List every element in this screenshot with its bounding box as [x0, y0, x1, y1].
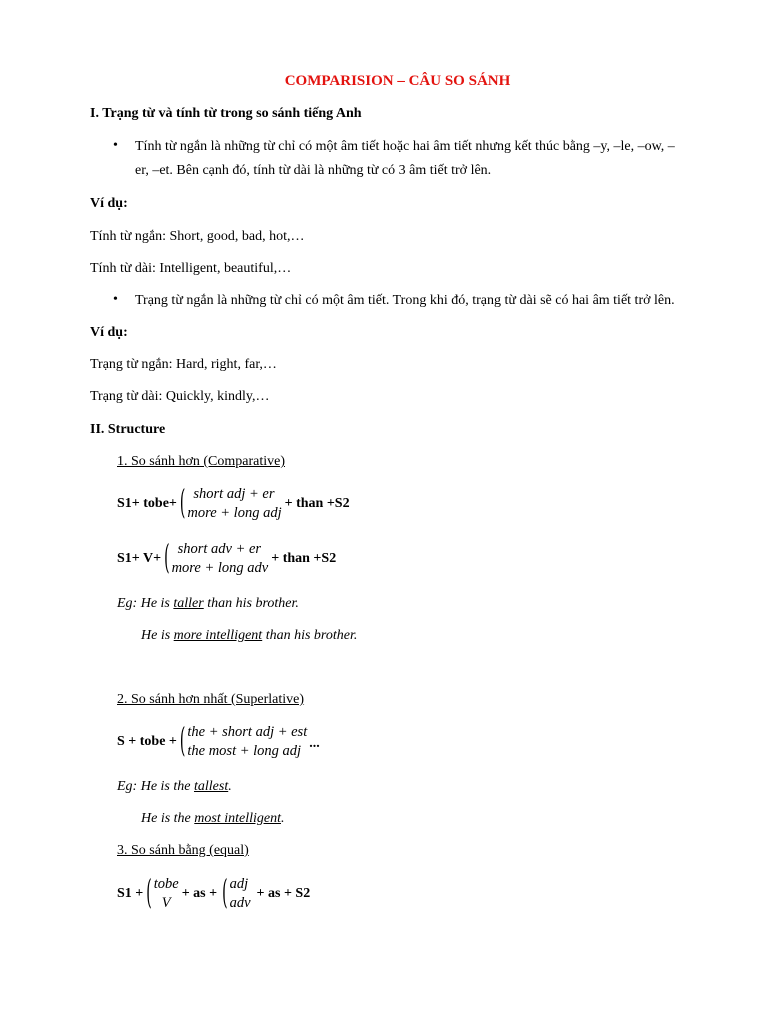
example-label: Ví dụ: [90, 325, 128, 340]
formula-option: the + short adj + est [187, 724, 308, 740]
left-brace-icon: ( [179, 484, 186, 524]
formula-tail: + than +S2 [271, 551, 337, 566]
formula-option: more + long adv [171, 560, 269, 576]
comparative-example-1: Eg: He is taller than his brother. [117, 596, 299, 611]
superlative-example-1: Eg: He is the tallest. [117, 779, 232, 794]
bullet1-line1: Tính từ ngắn là những từ chỉ có một âm tiết hoặc hai âm tiết nhưng kết thúc bằng –y, –le, –ow, – [135, 139, 675, 154]
adj-short-example: Tính từ ngắn: Short, good, bad, hot,… [90, 229, 305, 244]
superlative-formula [117, 723, 320, 761]
formula-lead: S1+ tobe+ [117, 496, 177, 511]
formula-option: tobe [153, 876, 179, 892]
bullet-icon: • [113, 292, 118, 307]
adj-long-example: Tính từ dài: Intelligent, beautiful,… [90, 261, 292, 276]
superlative-heading: 2. So sánh hơn nhất (Superlative) [117, 692, 305, 707]
equal-formula [117, 875, 310, 913]
bullet-icon: • [113, 138, 118, 153]
formula-option: the most + long adj [187, 743, 302, 759]
adv-short-example: Trạng từ ngắn: Hard, right, far,… [90, 357, 277, 372]
formula-lead: S + tobe + [117, 734, 177, 749]
formula-option: short adj + er [193, 486, 275, 502]
formula-option: V [161, 895, 171, 911]
bullet1-line2: er, –et. Bên cạnh đó, tính từ dài là những từ có 3 âm tiết trở lên. [135, 163, 492, 178]
bullet2-text: Trạng từ ngắn là những từ chỉ có một âm tiết. Trong khi đó, trạng từ dài sẽ có hai âm tiết trở lên. [135, 293, 675, 308]
adv-long-example: Trạng từ dài: Quickly, kindly,… [90, 389, 270, 404]
formula-option: adv [229, 895, 251, 911]
comparative-adv-formula [117, 540, 336, 578]
example-label: Ví dụ: [90, 196, 128, 211]
formula-option: adj [229, 876, 249, 892]
formula-tail: + than +S2 [284, 496, 350, 511]
formula-mid: + as + [181, 886, 218, 901]
document-title: COMPARISION – CÂU SO SÁNH [284, 73, 511, 89]
equal-heading: 3. So sánh bằng (equal) [117, 843, 249, 858]
left-brace-icon: ( [146, 874, 152, 914]
section2-heading: II. Structure [90, 422, 166, 437]
comparative-example-2: He is more intelligent than his brother. [141, 628, 358, 643]
formula-ellipsis: ... [309, 736, 320, 751]
formula-lead: S1+ V+ [117, 551, 162, 566]
section1-heading: I. Trạng từ và tính từ trong so sánh tiếng Anh [90, 106, 362, 121]
formula-tail: + as + S2 [256, 886, 311, 901]
formula-option: more + long adj [187, 505, 282, 521]
comparative-adj-formula [117, 485, 350, 523]
superlative-example-2: He is the most intelligent. [141, 811, 285, 826]
comparative-heading: 1. So sánh hơn (Comparative) [117, 454, 285, 469]
left-brace-icon: ( [164, 539, 170, 579]
formula-option: short adv + er [177, 541, 262, 557]
formula-lead: S1 + [117, 886, 144, 901]
left-brace-icon: ( [179, 722, 186, 762]
left-brace-icon: ( [222, 874, 228, 914]
